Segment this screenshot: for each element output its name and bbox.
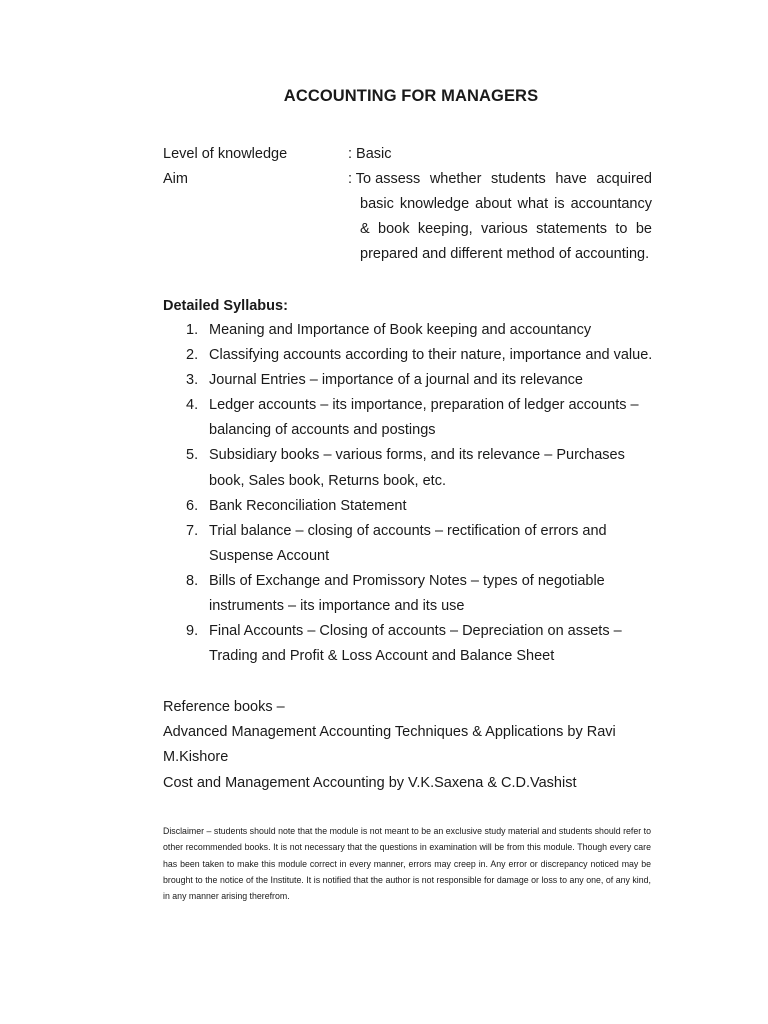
item-number: 6. [186,497,199,514]
aim-description: basic knowledge about what is accountancy & book keeping, various statements to be prepared and different method of accounting. [360,196,652,262]
syllabus-item [163,318,653,343]
syllabus-item [163,393,653,443]
syllabus-heading: Detailed Syllabus: [163,298,288,314]
item-number: 9. [186,623,199,640]
item-text: Trial balance – closing of accounts – rectification of errors and Suspense Account [209,522,607,564]
item-text: Classifying accounts according to their nature, importance and value. [209,347,653,364]
item-text: Subsidiary books – various forms, and its relevance – Purchases book, Sales book, Returns book, etc. [209,447,625,489]
item-number: 2. [186,347,199,364]
reference-books [163,695,663,796]
aim-word: have [555,171,587,187]
reference-book-line: Advanced Management Accounting Techniques & Applications by Ravi [163,724,616,741]
item-text: Bills of Exchange and Promissory Notes – types of negotiable instruments – its importance and its use [209,572,605,615]
syllabus-item [163,519,653,569]
syllabus-item [163,443,653,493]
page-title: ACCOUNTING FOR MANAGERS [283,87,539,105]
item-number: 1. [186,322,199,338]
item-text: Ledger accounts – its importance, preparation of ledger accounts – balancing of accounts and postings [209,397,639,439]
item-number: 5. [186,447,199,464]
aim-label: Aim [163,171,188,187]
item-text: Journal Entries – importance of a journal and its relevance [209,372,583,389]
reference-book-line: M.Kishore [163,749,229,766]
item-number: 8. [186,572,199,589]
syllabus-item [163,368,653,393]
aim-word: students [490,171,546,187]
syllabus-item [163,619,653,669]
item-text: Bank Reconciliation Statement [209,497,407,514]
item-text: Meaning and Importance of Book keeping and accountancy [209,322,592,338]
syllabus-item [163,569,653,619]
item-number: 4. [186,397,199,414]
aim-word: acquired [596,171,652,187]
item-number: 7. [186,522,199,539]
aim-word: : To assess [348,171,421,187]
item-number: 3. [186,372,199,389]
disclaimer-text: Disclaimer – students should note that the module is not meant to be an exclusive study material and students should refer to other recommended books. It is not necessary that the questions in examination will be from this module. Though every care has been taken to make this module correct in every manner, errors may creep in. Any error or discrepancy noticed may be brought to the notice of the Institute. It is notified that the author is not responsible for damage or loss to any one, of any kind, in any manner arising therefrom. [163,826,651,902]
level-value: : Basic [348,146,392,162]
aim-first-line [348,167,652,192]
reference-heading: Reference books – [163,699,285,715]
reference-book-line: Cost and Management Accounting by V.K.Saxena & C.D.Vashist [163,774,577,791]
syllabus-list [163,318,653,669]
level-label: Level of knowledge [163,146,288,162]
item-text: Final Accounts – Closing of accounts – Depreciation on assets – Trading and Profit & Loss Account and Balance Sheet [209,623,622,665]
aim-word: whether [429,171,482,187]
syllabus-item [163,343,653,368]
syllabus-item [163,494,653,519]
